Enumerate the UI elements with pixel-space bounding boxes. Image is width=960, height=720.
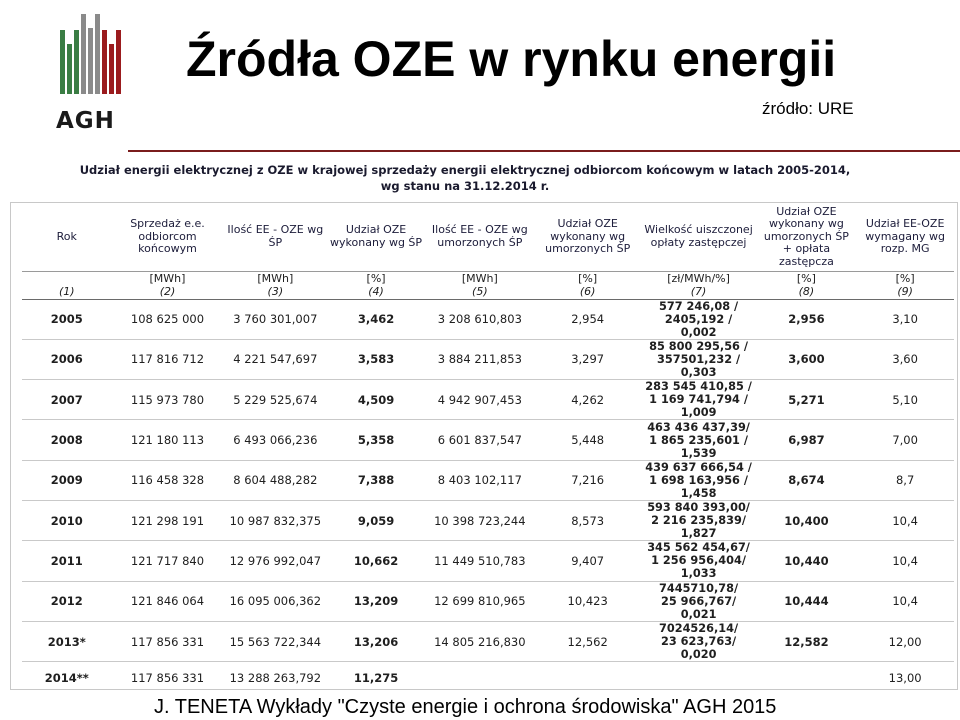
oplata-line: 577 246,08 / <box>658 299 739 313</box>
table-cell-udzial_sp: 7,388 <box>327 460 425 500</box>
table-cell-ilosc_sp: 6 493 066,236 <box>223 420 327 460</box>
oplata-line: 0,020 <box>680 648 717 662</box>
table-cell-oplata <box>641 581 757 621</box>
table-cell-ilosc_sp: 13 288 263,792 <box>223 662 327 695</box>
table-row <box>22 621 954 661</box>
column-number-cell: (1) <box>22 285 112 299</box>
table-cell-wymagany: 3,60 <box>856 339 954 379</box>
header-cell: Udział EE-OZE wymagany wg rozp. MG <box>865 217 945 255</box>
header-row <box>22 203 954 271</box>
oplata-line: 1,827 <box>680 527 717 541</box>
oplata-line: 25 966,767/ <box>660 594 737 608</box>
oplata-line: 23 623,763/ <box>660 635 737 649</box>
table-cell-udzial_umorz: 5,448 <box>535 420 641 460</box>
page-title: Źródła OZE w rynku energii <box>186 31 837 87</box>
table-cell-udzial_oplata: 10,440 <box>757 541 857 581</box>
oplata-line: 1 698 163,956 / <box>649 473 748 487</box>
table-cell-udzial_sp: 13,209 <box>327 581 425 621</box>
column-number-cell: (6) <box>535 285 641 299</box>
unit-cell: [MWh] <box>112 271 224 285</box>
table-cell-wymagany: 12,00 <box>856 621 954 661</box>
column-number-cell: (4) <box>327 285 425 299</box>
table-cell-udzial_sp: 10,662 <box>327 541 425 581</box>
table-cell-sprzedaz: 121 298 191 <box>112 500 224 540</box>
table-cell-sprzedaz: 116 458 328 <box>112 460 224 500</box>
table-cell-ilosc_sp: 16 095 006,362 <box>223 581 327 621</box>
unit-cell: [%] <box>757 271 857 285</box>
header-cell: Ilość EE - OZE wg ŚP <box>227 223 324 249</box>
column-number-cell: (2) <box>112 285 224 299</box>
oplata-line: 439 637 666,54 / <box>645 460 752 474</box>
table-cell-udzial_sp: 11,275 <box>327 662 425 695</box>
table-cell-udzial_oplata: 2,956 <box>757 299 857 339</box>
table-cell-udzial_umorz: 2,954 <box>535 299 641 339</box>
table-cell-oplata <box>641 500 757 540</box>
logo-text: AGH <box>56 108 115 134</box>
oplata-line: 1 865 235,601 / <box>649 433 748 447</box>
table-cell-udzial_sp: 13,206 <box>327 621 425 661</box>
table-cell-udzial_oplata: 8,674 <box>757 460 857 500</box>
table-cell-rok: 2012 <box>22 581 112 621</box>
oplata-line: 283 545 410,85 / <box>645 380 752 394</box>
table-cell-wymagany: 10,4 <box>856 541 954 581</box>
table-cell-udzial_umorz: 7,216 <box>535 460 641 500</box>
caption-line-2: wg stanu na 31.12.2014 r. <box>380 179 550 193</box>
oze-data-table <box>22 203 954 695</box>
table-cell-ilosc_umorz: 4 942 907,453 <box>425 380 535 420</box>
header-cell: Udział OZE wykonany wg umorzonych ŚP <box>545 217 631 255</box>
oplata-line: 1 169 741,794 / <box>649 393 748 407</box>
unit-cell: [MWh] <box>223 271 327 285</box>
table-cell-wymagany: 5,10 <box>856 380 954 420</box>
source-note: źródło: URE <box>762 99 854 118</box>
table-cell-sprzedaz: 117 856 331 <box>112 662 224 695</box>
table-cell-rok: 2007 <box>22 380 112 420</box>
oplata-line: 1,033 <box>680 567 717 581</box>
column-number-cell: (7) <box>641 285 757 299</box>
table-cell-ilosc_umorz: 10 398 723,244 <box>425 500 535 540</box>
header-cell: Ilość EE - OZE wg umorzonych ŚP <box>431 223 528 249</box>
oplata-line: 0,002 <box>680 325 717 339</box>
table-cell-udzial_oplata: 6,987 <box>757 420 857 460</box>
oplata-line: 1 256 956,404/ <box>651 554 747 568</box>
table-cell-ilosc_sp: 10 987 832,375 <box>223 500 327 540</box>
table-body <box>22 299 954 695</box>
column-number-cell: (5) <box>425 285 535 299</box>
unit-cell: [zł/MWh/%] <box>641 271 757 285</box>
table-cell-udzial_sp: 9,059 <box>327 500 425 540</box>
unit-cell: [%] <box>535 271 641 285</box>
table-cell-udzial_oplata: 10,444 <box>757 581 857 621</box>
table-cell-udzial_oplata: 3,600 <box>757 339 857 379</box>
column-number-cell: (3) <box>223 285 327 299</box>
table-cell-sprzedaz: 121 180 113 <box>112 420 224 460</box>
table-cell-rok: 2005 <box>22 299 112 339</box>
table-cell-ilosc_sp: 8 604 488,282 <box>223 460 327 500</box>
table-cell-udzial_sp: 3,583 <box>327 339 425 379</box>
footer <box>0 690 960 720</box>
header-cell: Wielkość uiszczonej opłaty zastępczej <box>644 223 753 249</box>
header-cell: Udział OZE wykonany wg umorzonych ŚP + opłata zastępcza <box>763 204 849 268</box>
unit-cell: [MWh] <box>425 271 535 285</box>
column-number-row <box>22 285 954 299</box>
table-cell-rok: 2010 <box>22 500 112 540</box>
oplata-line: 593 840 393,00/ <box>647 501 750 515</box>
oplata-line: 2 216 235,839/ <box>651 514 747 528</box>
table-cell-wymagany: 10,4 <box>856 581 954 621</box>
header-cell: Rok <box>56 229 77 243</box>
table-cell-wymagany: 7,00 <box>856 420 954 460</box>
table-cell-udzial_oplata: 12,582 <box>757 621 857 661</box>
oplata-line: 1,458 <box>680 486 717 500</box>
table-cell-ilosc_umorz: 6 601 837,547 <box>425 420 535 460</box>
table-cell-rok: 2014** <box>22 662 112 695</box>
oplata-line: 7024526,14/ <box>658 622 739 636</box>
table-cell-udzial_sp: 4,509 <box>327 380 425 420</box>
header-cell: Udział OZE wykonany wg ŚP <box>330 223 423 249</box>
table-row <box>22 581 954 621</box>
table-row <box>22 500 954 540</box>
table-cell-oplata <box>641 621 757 661</box>
table-cell-ilosc_sp: 5 229 525,674 <box>223 380 327 420</box>
table-caption <box>30 162 900 194</box>
oplata-line: 463 436 437,39/ <box>647 420 750 434</box>
table-cell-rok: 2013* <box>22 621 112 661</box>
oplata-line: 85 800 295,56 / <box>649 339 748 353</box>
table-cell-ilosc_umorz: 3 208 610,803 <box>425 299 535 339</box>
table-cell-ilosc_umorz: 8 403 102,117 <box>425 460 535 500</box>
header-divider <box>128 150 960 152</box>
oplata-line: 1,009 <box>680 406 717 420</box>
table-cell-wymagany: 3,10 <box>856 299 954 339</box>
table-cell-wymagany: 13,00 <box>856 662 954 695</box>
table-cell-ilosc_umorz: 14 805 216,830 <box>425 621 535 661</box>
column-number-cell: (9) <box>856 285 954 299</box>
oplata-line: 2405,192 / <box>664 312 733 326</box>
header-cell: Sprzedaż e.e. odbiorcom końcowym <box>130 217 205 255</box>
table-cell-udzial_umorz: 3,297 <box>535 339 641 379</box>
table-cell-ilosc_umorz: 11 449 510,783 <box>425 541 535 581</box>
table-cell-ilosc_sp: 3 760 301,007 <box>223 299 327 339</box>
table-cell-udzial_umorz: 8,573 <box>535 500 641 540</box>
unit-cell <box>22 271 112 285</box>
table-cell-sprzedaz: 121 717 840 <box>112 541 224 581</box>
table-cell-ilosc_sp: 4 221 547,697 <box>223 339 327 379</box>
oplata-line: 357501,232 / <box>657 352 741 366</box>
table-cell-oplata <box>641 420 757 460</box>
table-cell-wymagany: 8,7 <box>856 460 954 500</box>
column-number-cell: (8) <box>757 285 857 299</box>
table-cell-udzial_umorz: 10,423 <box>535 581 641 621</box>
table-cell-udzial_umorz: 12,562 <box>535 621 641 661</box>
table-cell-udzial_oplata: 10,400 <box>757 500 857 540</box>
units-row <box>22 271 954 285</box>
table-cell-udzial_umorz: 4,262 <box>535 380 641 420</box>
caption-line-1: Udział energii elektrycznej z OZE w krajowej sprzedaży energii elektrycznej odbiorcom końcowym w latach 2005-2014, <box>79 163 851 177</box>
table-row <box>22 541 954 581</box>
table-cell-oplata <box>641 299 757 339</box>
oplata-line: 0,303 <box>680 365 717 379</box>
table-cell-udzial_sp: 3,462 <box>327 299 425 339</box>
oplata-line: 0,021 <box>680 607 717 621</box>
table-cell-oplata <box>641 460 757 500</box>
oplata-line: 345 562 454,67/ <box>647 541 750 555</box>
table-cell-sprzedaz: 121 846 064 <box>112 581 224 621</box>
table-row <box>22 420 954 460</box>
table-cell-oplata <box>641 380 757 420</box>
table-cell-ilosc_sp: 12 976 992,047 <box>223 541 327 581</box>
unit-cell: [%] <box>327 271 425 285</box>
table-cell-rok: 2006 <box>22 339 112 379</box>
oplata-line: 7445710,78/ <box>658 581 739 595</box>
table-cell-ilosc_umorz: 12 699 810,965 <box>425 581 535 621</box>
unit-cell: [%] <box>856 271 954 285</box>
table-cell-rok: 2011 <box>22 541 112 581</box>
table-cell-sprzedaz: 117 856 331 <box>112 621 224 661</box>
table-cell-udzial_umorz: 9,407 <box>535 541 641 581</box>
table-cell-ilosc_umorz: 3 884 211,853 <box>425 339 535 379</box>
oplata-line: 1,539 <box>680 446 717 460</box>
table-cell-wymagany: 10,4 <box>856 500 954 540</box>
table-cell-rok: 2009 <box>22 460 112 500</box>
table-cell-ilosc_sp: 15 563 722,344 <box>223 621 327 661</box>
table-row <box>22 299 954 339</box>
footer-text: J. TENETA Wykłady "Czyste energie i ochrona środowiska" AGH 2015 <box>154 696 777 718</box>
table-cell-udzial_sp: 5,358 <box>327 420 425 460</box>
table-row <box>22 380 954 420</box>
table-cell-sprzedaz: 117 816 712 <box>112 339 224 379</box>
table-cell-oplata <box>641 541 757 581</box>
table-cell-udzial_oplata: 5,271 <box>757 380 857 420</box>
table-cell-oplata <box>641 339 757 379</box>
table-row <box>22 339 954 379</box>
table-row <box>22 460 954 500</box>
table-cell-sprzedaz: 108 625 000 <box>112 299 224 339</box>
table-cell-rok: 2008 <box>22 420 112 460</box>
table-cell-sprzedaz: 115 973 780 <box>112 380 224 420</box>
